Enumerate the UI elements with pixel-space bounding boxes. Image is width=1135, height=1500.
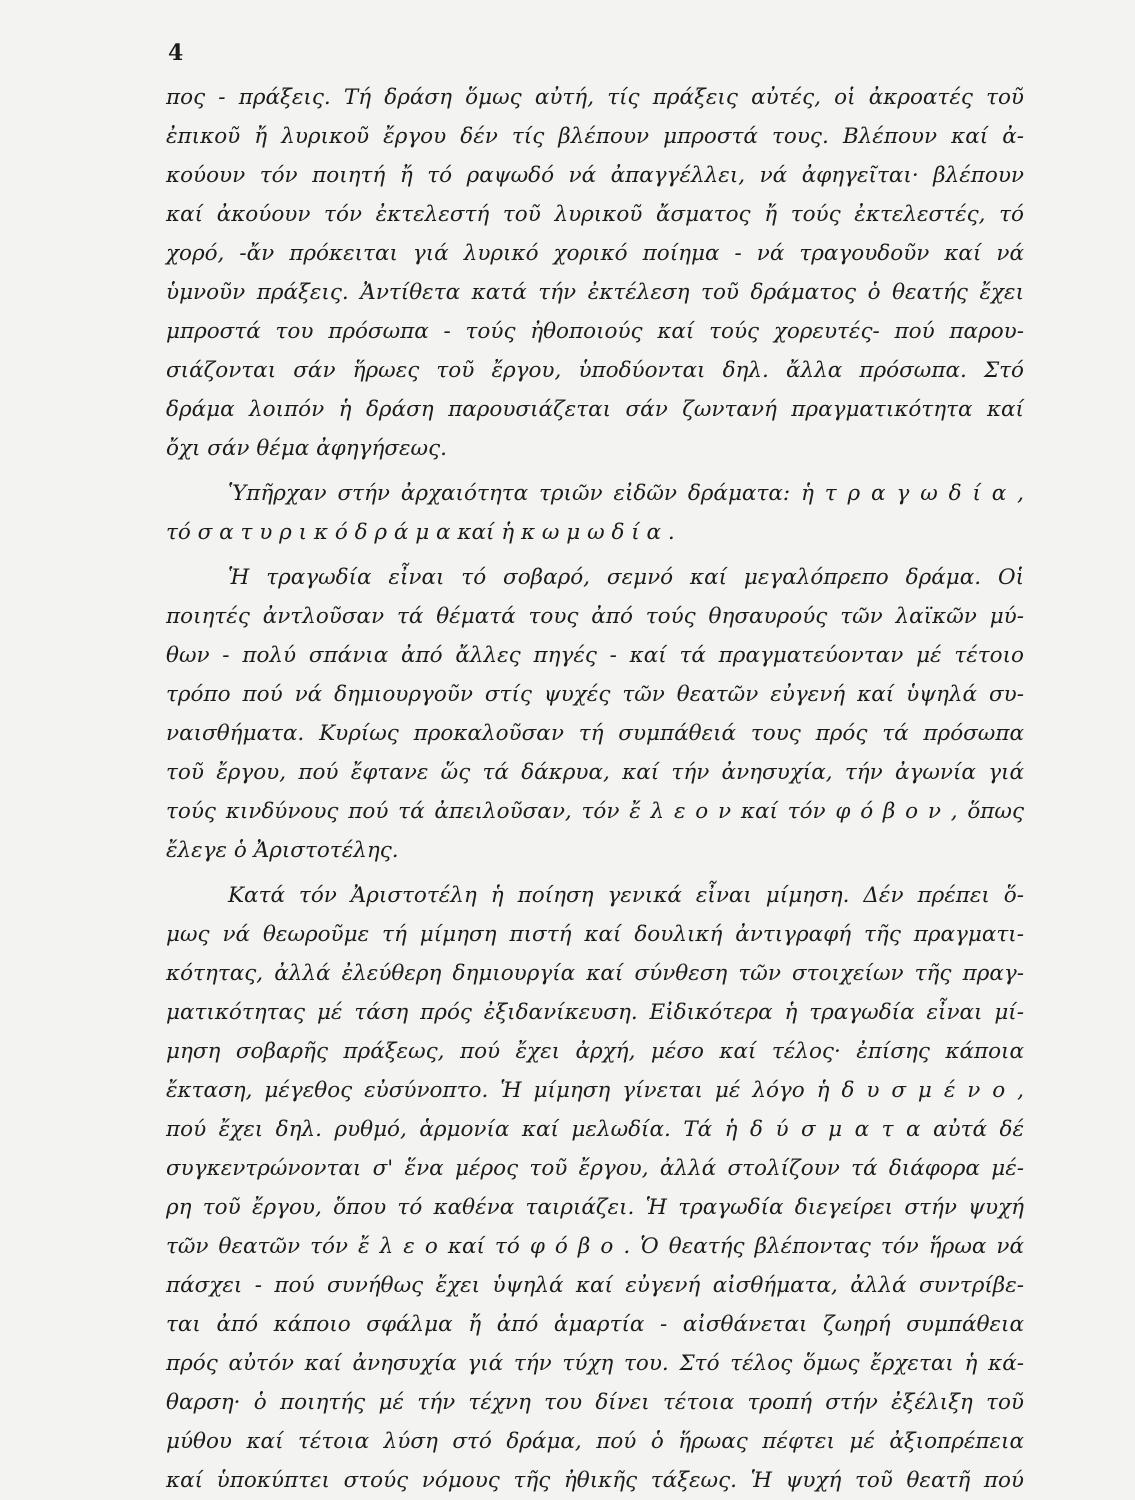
page-number: 4 (168, 40, 184, 66)
paragraph (166, 474, 1024, 552)
paragraph (166, 78, 1024, 468)
text-line: Ἡ τραγωδία εἶναι τό σοβαρό, σεμνό καί μεγαλόπρεπο δράμα. Οἱ (228, 565, 1024, 590)
text-line: θαρση· ὁ ποιητής μέ τήν τέχνη του δίνει τέτοια τροπή στήν ἐξέλιξη τοῦ (166, 1390, 1024, 1415)
text-line: κότητας, ἀλλά ἐλεύθερη δημιουργία καί σύνθεση τῶν στοιχείων τῆς πραγ- (166, 961, 1024, 986)
text-line: πος - πράξεις. Τή δράση ὅμως αὐτή, τίς πράξεις αὐτές, οἱ ἀκροατές τοῦ (166, 85, 1024, 110)
text-line: μύθου καί τέτοια λύση στό δράμα, πού ὁ ἥρωας πέφτει μέ ἀξιοπρέπεια (166, 1429, 1024, 1454)
text-line: καί ἀκούουν τόν ἐκτελεστή τοῦ λυρικοῦ ἄσματος ἤ τούς ἐκτελεστές, τό (166, 202, 1024, 227)
body-text (166, 78, 1024, 1500)
paragraph (166, 876, 1024, 1500)
text-line: χορό, -ἄν πρόκειται γιά λυρικό χορικό ποίημα - νά τραγουδοῦν καί νά (166, 241, 1024, 266)
text-line: πού ἔχει δηλ. ρυθμό, ἁρμονία καί μελωδία. Τά ἡ δ ύ σ μ α τ α αὐτά δέ (166, 1117, 1024, 1142)
text-line: μως νά θεωροῦμε τή μίμηση πιστή καί δουλική ἀντιγραφή τῆς πραγματι- (166, 922, 1024, 947)
text-line: καί ὑποκύπτει στούς νόμους τῆς ἠθικῆς τάξεως. Ἡ ψυχή τοῦ θεατῆ πού (166, 1468, 1024, 1493)
text-line: θων - πολύ σπάνια ἀπό ἄλλες πηγές - καί τά πραγματεύονταν μέ τέτοιο (166, 643, 1024, 668)
text-line: ἔλεγε ὁ Ἀριστοτέλης. (166, 838, 399, 863)
text-line: ἔκταση, μέγεθος εὐσύνοπτο. Ἡ μίμηση γίνεται μέ λόγο ἡ δ υ σ μ έ ν ο , (166, 1078, 1024, 1103)
text-line: πρός αὐτόν καί ἀνησυχία γιά τήν τύχη του. Στό τέλος ὅμως ἔρχεται ἡ κά- (166, 1351, 1024, 1376)
text-line: ναισθήματα. Κυρίως προκαλοῦσαν τή συμπάθειά τους πρός τά πρόσωπα (166, 721, 1024, 746)
text-line: ματικότητας μέ τάση πρός ἐξιδανίκευση. Εἰδικότερα ἡ τραγωδία εἶναι μί- (166, 1000, 1024, 1025)
text-line: μηση σοβαρῆς πράξεως, πού ἔχει ἀρχή, μέσο καί τέλος· ἐπίσης κάποια (166, 1039, 1024, 1064)
text-line: ἐπικοῦ ἤ λυρικοῦ ἔργου δέν τίς βλέπουν μπροστά τους. Βλέπουν καί ἀ- (166, 124, 1024, 149)
text-line: μπροστά του πρόσωπα - τούς ἠθοποιούς καί τούς χορευτές- πού παρου- (166, 319, 1024, 344)
text-line: τούς κινδύνους πού τά ἀπειλοῦσαν, τόν ἔ λ ε ο ν καί τόν φ ό β ο ν , ὅπως (166, 799, 1024, 824)
text-line: ρη τοῦ ἔργου, ὅπου τό καθένα ταιριάζει. Ἡ τραγωδία διεγείρει στήν ψυχή (166, 1195, 1024, 1220)
text-line: ποιητές ἀντλοῦσαν τά θέματά τους ἀπό τούς θησαυρούς τῶν λαϊκῶν μύ- (166, 604, 1024, 629)
text-line: ὑμνοῦν πράξεις. Ἀντίθετα κατά τήν ἐκτέλεση τοῦ δράματος ὁ θεατής ἔχει (166, 280, 1024, 305)
text-line: πάσχει - πού συνήθως ἔχει ὑψηλά καί εὐγενή αἰσθήματα, ἀλλά συντρίβε- (166, 1273, 1024, 1298)
text-line: κούουν τόν ποιητή ἤ τό ραψωδό νά ἀπαγγέλλει, νά ἀφηγεῖται· βλέπουν (166, 163, 1024, 188)
text-line: συγκεντρώνονται σ' ἕνα μέρος τοῦ ἔργου, ἀλλά στολίζουν τά διάφορα μέ- (166, 1156, 1024, 1181)
text-line: ται ἀπό κάποιο σφάλμα ἤ ἀπό ἁμαρτία - αἰσθάνεται ζωηρή συμπάθεια (166, 1312, 1024, 1337)
text-line: τῶν θεατῶν τόν ἔ λ ε ο καί τό φ ό β ο . Ὁ θεατής βλέποντας τόν ἥρωα νά (166, 1234, 1024, 1259)
text-line: ὄχι σάν θέμα ἀφηγήσεως. (166, 436, 447, 461)
text-line: τοῦ ἔργου, πού ἔφτανε ὥς τά δάκρυα, καί τήν ἀνησυχία, τήν ἀγωνία γιά (166, 760, 1024, 785)
text-line: δράμα λοιπόν ἡ δράση παρουσιάζεται σάν ζωντανή πραγματικότητα καί (166, 397, 1024, 422)
text-line: σιάζονται σάν ἥρωες τοῦ ἔργου, ὑποδύονται δηλ. ἄλλα πρόσωπα. Στό (166, 358, 1024, 383)
text-line: Ὑπῆρχαν στήν ἀρχαιότητα τριῶν εἰδῶν δράματα: ἡ τ ρ α γ ω δ ί α , (228, 481, 1024, 506)
paragraph (166, 558, 1024, 870)
text-line: Κατά τόν Ἀριστοτέλη ἡ ποίηση γενικά εἶναι μίμηση. Δέν πρέπει ὅ- (228, 883, 1024, 908)
text-line: τρόπο πού νά δημιουργοῦν στίς ψυχές τῶν θεατῶν εὐγενή καί ὑψηλά συ- (166, 682, 1024, 707)
text-line: τό σ α τ υ ρ ι κ ό δ ρ ά μ α καί ἡ κ ω μ ω δ ί α . (166, 520, 675, 545)
